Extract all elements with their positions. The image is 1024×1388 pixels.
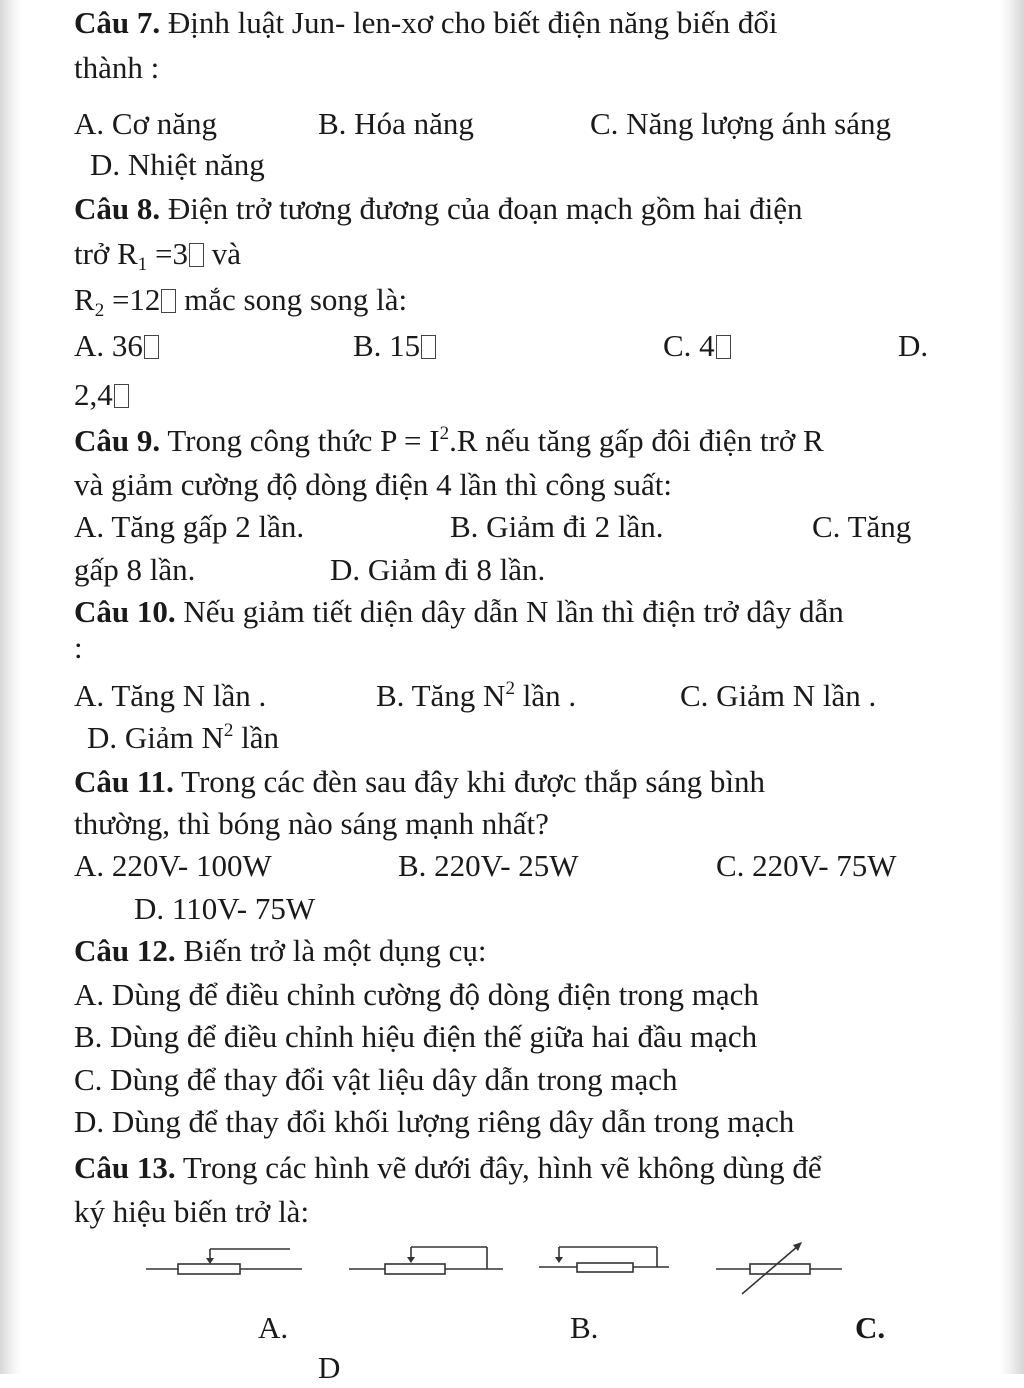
question-11-line-2: thường, thì bóng nào sáng mạnh nhất? [74,806,549,841]
question-9-option-c-cont: gấp 8 lần. [74,552,196,587]
r2-text: mắc song song là: [176,282,408,317]
option-a-text: A. 36 [74,328,143,363]
exponent: 2 [505,678,515,699]
option-c-text: C. 4 [663,328,715,363]
question-10-option-a: A. Tăng N lần . [74,678,267,713]
r2-subscript: 2 [94,300,105,321]
question-13-text: Trong các hình vẽ dưới đây, hình vẽ không dùng để [175,1150,822,1185]
question-10-text: Nếu giảm tiết diện dây dẫn N lần thì điện trở dây dẫn [175,594,844,629]
question-12-option-c: C. Dùng để thay đổi vật liệu dây dẫn trong mạch [74,1062,678,1097]
question-8-text: Điện trở tương đương của đoạn mạch gồm hai điện [160,191,803,226]
question-13-label: Câu 13. [74,1150,176,1185]
question-11-option-b: B. 220V- 25W [398,848,579,883]
question-11-option-d: D. 110V- 75W [134,891,316,926]
option-d-text: 2,4 [74,377,113,412]
option-d-text: D. Giảm N [87,720,224,755]
rheostat-symbol-c-icon [535,1236,675,1286]
rheostat-symbol-a-icon [140,1236,310,1286]
r2-value: =12 [104,282,161,317]
question-10-line-1 [74,592,844,632]
question-8-option-d: D. [898,328,929,363]
exponent: 2 [439,423,450,444]
question-12-line-1 [74,931,487,971]
option-b-text-cont: lần . [514,678,577,713]
question-10-line-2: : [74,630,83,665]
ohm-placeholder-icon [189,243,204,267]
question-9-line-2: và giảm cường độ dòng điện 4 lần thì công suất: [74,467,672,502]
page-edge-shadow-left [0,0,22,1374]
r2-symbol: R [74,282,95,317]
question-7-option-a: A. Cơ năng [74,106,217,141]
ohm-placeholder-icon [716,335,731,359]
ohm-placeholder-icon [421,335,436,359]
question-10-option-c: C. Giảm N lần . [680,678,877,713]
question-7-line-1 [74,3,777,43]
question-9-line-1 [74,421,824,461]
option-d-text-cont: lần [233,720,280,755]
question-11-option-c: C. 220V- 75W [716,848,897,883]
question-7-option-c: C. Năng lượng ánh sáng [590,106,891,141]
ohm-placeholder-icon [114,384,129,408]
question-7-label: Câu 7. [74,5,161,40]
figure-label-c: C. [855,1310,886,1345]
question-10-option-b [376,676,576,716]
r1-subscript: 1 [137,254,148,275]
question-9-option-c: C. Tăng [812,509,912,544]
question-12-text: Biến trở là một dụng cụ: [175,933,487,968]
option-b-text: B. 15 [353,328,421,363]
page-edge-shadow-right [1000,0,1024,1374]
question-11-text: Trong các đèn sau đây khi được thắp sáng bình [173,764,766,799]
question-8-option-d-value [74,375,129,415]
question-7-option-d: D. Nhiệt năng [90,147,265,182]
rheostat-symbol-b-icon [345,1236,510,1286]
question-7-line-2: thành : [74,50,160,85]
ohm-placeholder-icon [144,335,159,359]
question-10-option-d [87,718,279,758]
question-11-label: Câu 11. [74,764,174,799]
exponent: 2 [223,720,234,741]
r1-conjunction: và [204,236,242,271]
question-12-option-a: A. Dùng để điều chỉnh cường độ dòng điện trong mạch [74,977,759,1012]
question-9-text-cont: .R nếu tăng gấp đôi điện trở R [449,423,824,458]
question-9-label: Câu 9. [74,423,161,458]
question-13-line-2: ký hiệu biến trở là: [74,1194,310,1229]
question-8-label: Câu 8. [74,191,161,226]
option-b-text: B. Tăng N [376,678,506,713]
question-11-line-1 [74,762,765,802]
question-8-line-3 [74,280,407,320]
figure-label-d: D [318,1350,341,1385]
ohm-placeholder-icon [161,289,176,313]
question-12-label: Câu 12. [74,933,176,968]
question-8-option-b [353,326,436,366]
question-12-option-b: B. Dùng để điều chỉnh hiệu điện thế giữa hai đầu mạch [74,1019,758,1054]
r1-symbol: trở R [74,236,138,271]
rheostat-symbol-d-icon [712,1236,847,1300]
question-10-label: Câu 10. [74,594,176,629]
question-9-option-d: D. Giảm đi 8 lần. [330,552,546,587]
question-7-text: Định luật Jun- len-xơ cho biết điện năng biến đổi [160,5,778,40]
question-9-option-a: A. Tăng gấp 2 lần. [74,509,305,544]
r1-value: =3 [147,236,188,271]
figure-label-b: B. [570,1310,599,1345]
question-7-option-b: B. Hóa năng [318,106,474,141]
question-12-option-d: D. Dùng để thay đổi khối lượng riêng dây dẫn trong mạch [74,1104,795,1139]
question-11-option-a: A. 220V- 100W [74,848,272,883]
figure-label-a: A. [258,1310,289,1345]
question-8-line-2 [74,234,241,274]
question-9-option-b: B. Giảm đi 2 lần. [450,509,664,544]
question-8-line-1 [74,189,803,229]
question-8-option-a [74,326,159,366]
question-13-line-1 [74,1148,822,1188]
question-8-option-c [663,326,731,366]
question-9-text: Trong công thức P = I [160,423,440,458]
